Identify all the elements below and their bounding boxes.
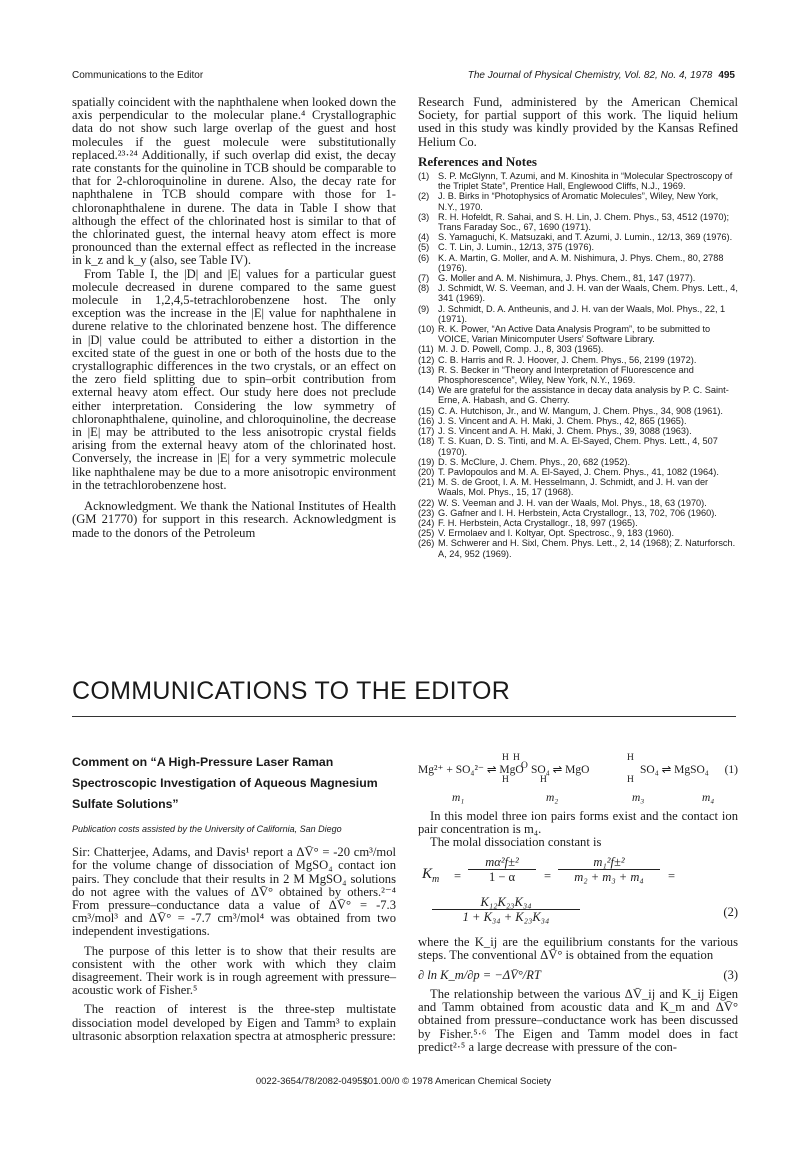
reference-text: G. Moller and A. M. Nishimura, J. Phys. Chem., 81, 147 (1977). — [438, 273, 696, 284]
reference-number: (11) — [418, 344, 434, 355]
reference-item — [418, 242, 738, 252]
reference-item — [418, 436, 738, 456]
reference-item — [418, 324, 738, 344]
reference-item — [418, 406, 738, 416]
reference-number: (4) — [418, 232, 430, 243]
reference-item — [418, 508, 738, 518]
reference-number: (20) — [418, 466, 435, 477]
reference-number: (14) — [418, 385, 435, 396]
reference-item — [418, 355, 738, 365]
reference-text: J. S. Vincent and A. H. Maki, J. Chem. Phys., 39, 3088 (1963). — [438, 426, 692, 437]
h-label: H — [540, 775, 547, 785]
paragraph: where the K_ij are the equilibrium constants for the various steps. The conventional ΔV̄° is obtained from the equation — [418, 934, 738, 962]
species-label: m₃ — [632, 792, 645, 804]
reference-item — [418, 253, 738, 273]
running-header-left: Communications to the Editor — [72, 70, 204, 81]
comment-left-column — [72, 752, 396, 1043]
eq1-lhs: Mg²⁺ + SO₄²⁻ ⇌ MgO — [418, 764, 524, 776]
eq1-mid2: SO₄ ⇌ MgSO₄ — [640, 764, 709, 776]
reference-text: C. A. Hutchison, Jr., and W. Mangum, J. Chem. Phys., 34, 908 (1961). — [438, 405, 723, 416]
reference-text: S. Yamaguchi, K. Matsuzaki, and T. Azumi, J. Lumin., 12/13, 369 (1976). — [438, 232, 733, 243]
reference-text: F. H. Herbstein, Acta Crystallogr., 18, 997 (1965). — [438, 517, 638, 528]
reference-number: (5) — [418, 242, 430, 253]
reference-item — [418, 467, 738, 477]
reference-item — [418, 518, 738, 528]
section-title: COMMUNICATIONS TO THE EDITOR — [72, 677, 511, 705]
reference-text: J. B. Birks in “Photophysics of Aromatic Molecules”, Wiley, New York, N.Y., 1970. — [438, 191, 719, 212]
reference-text: W. S. Veeman and J. H. van der Waals, Mol. Phys., 18, 63 (1970). — [438, 497, 707, 508]
journal-citation: The Journal of Physical Chemistry, Vol. 82, No. 4, 1978 — [467, 70, 713, 81]
comment-right-column — [418, 752, 738, 1054]
paragraph: The molal dissociation constant is — [430, 835, 602, 850]
fraction-1: mα²f±² 1 − α — [468, 856, 536, 884]
reference-text: D. S. McClure, J. Chem. Phys., 20, 682 (1952). — [438, 456, 630, 467]
reference-item — [418, 191, 738, 211]
reference-number: (26) — [418, 538, 435, 549]
reference-item — [418, 457, 738, 467]
reference-number: (19) — [418, 456, 435, 467]
publication-note: Publication costs assisted by the University of California, San Diego — [72, 824, 342, 834]
reference-item — [418, 344, 738, 354]
reference-item — [418, 283, 738, 303]
reference-text: J. S. Vincent and A. H. Maki, J. Chem. Phys., 42, 865 (1965). — [438, 415, 687, 426]
reference-number: (6) — [418, 252, 430, 263]
reference-item — [418, 538, 738, 558]
reference-item — [418, 273, 738, 283]
reference-number: (23) — [418, 507, 435, 518]
paragraph: spatially coincident with the naphthalene when looked down the axis perpendicular to the molecular plane.⁴ Crystallographic data do not show such large overlap of the guest and host molecules if the guest molecule were substitutionally replaced.²³·²⁴ Additionally, if such overlap did exist, the decay rate constants for the quinoline in TCB should be comparable to that for 2-chloroquinoline in durene. Also, the decay rate for naphthalene in TCB should compare with those for 1-chloronaphthalene in durene. The data in Table I show that although the effect of the chlorinated host is similar to that of the chlorinated guest, the internal heavy atom effect is more pronounced than the external effect as reflected in the increase in k_z and k_y (also, see Table IV). — [72, 95, 396, 268]
acknowledgment-paragraph: Acknowledgment. We thank the National Institutes of Health (GM 21770) for support in this research. Acknowledgment is made to the donors of the Petroleum — [72, 499, 396, 540]
reference-text: J. Schmidt, D. A. Antheunis, and J. H. van der Waals, Mol. Phys., 22, 1 (1971). — [438, 303, 726, 324]
reference-item — [418, 304, 738, 324]
running-header-right — [468, 70, 735, 81]
paragraph: The reaction of interest is the three-step multistate dissociation model developed by Eigen and Tamm³ to explain ultrasonic absorption relaxation spectra at atmospheric pressure: — [72, 1002, 396, 1043]
reference-number: (25) — [418, 528, 435, 539]
reference-item — [418, 232, 738, 242]
reference-number: (1) — [418, 171, 430, 182]
reference-text: V. Ermolaev and I. Koltyar, Opt. Spectrosc., 9, 183 (1960). — [438, 528, 675, 539]
references-list — [418, 171, 738, 559]
equation-2: $K_m$ = mα²f±² 1 − α = m₁²f±² m₂ + m₃ + m₄ = K₁₂K₂₃K₃₄ 1 + K₃₄ + K₂₃K₃₄ (2) — [422, 854, 738, 924]
h-label: H — [502, 775, 509, 785]
reference-number: (17) — [418, 426, 435, 437]
reference-item — [418, 477, 738, 497]
eq1-mid1: SO₄ ⇌ MgO — [531, 764, 590, 776]
right-column-top — [418, 96, 738, 559]
reference-text: C. T. Lin, J. Lumin., 12/13, 375 (1976). — [438, 242, 595, 253]
reference-text: R. H. Hofeldt, R. Sahai, and S. H. Lin, J. Chem. Phys., 53, 4512 (1970); Trans Faraday Soc., 67, 1690 (1971). — [438, 211, 730, 233]
reference-text: R. S. Becker in “Theory and Interpretation of Fluorescence and Phosphorescence”, Wiley, New York, N.Y., 1969. — [438, 364, 694, 386]
species-label: m₁ — [452, 792, 465, 804]
equation-number: (1) — [724, 764, 738, 776]
reference-text: We are grateful for the assistance in decay data analysis by P. C. Saint-Erne, A. Habash, and G. Cherry. — [438, 385, 729, 406]
equation-1 — [418, 752, 738, 810]
reference-number: (24) — [418, 517, 435, 528]
equation-number: (2) — [723, 904, 738, 919]
fraction-2: m₁²f±² m₂ + m₃ + m₄ — [558, 856, 660, 884]
reference-number: (18) — [418, 436, 435, 447]
reference-text: C. B. Harris and R. J. Hoover, J. Chem. Phys., 56, 2199 (1972). — [438, 354, 697, 365]
reference-text: R. K. Power, “An Active Data Analysis Program”, to be submitted to VOICE, Varian Minicomputer Users’ Software Library. — [438, 324, 711, 345]
reference-item — [418, 426, 738, 436]
reference-number: (16) — [418, 415, 435, 426]
reference-number: (9) — [418, 303, 430, 314]
reference-item — [418, 385, 738, 405]
km-symbol: $K_m$ — [422, 865, 440, 885]
references-heading: References and Notes — [418, 153, 537, 169]
comment-title: Comment on “A High-Pressure Laser Raman Spectroscopic Investigation of Aqueous Magnesium Sulfate Solutions” — [72, 755, 378, 811]
paragraph: Research Fund, administered by the American Chemical Society, for partial support of this work. The liquid helium used in this study was kindly provided by the Kansas Refined Helium Co. — [418, 95, 738, 149]
reference-number: (12) — [418, 354, 435, 365]
reference-text: G. Gafner and I. H. Herbstein, Acta Crystallogr., 13, 702, 706 (1960). — [438, 507, 717, 518]
reference-number: (22) — [418, 497, 435, 508]
reference-number: (8) — [418, 283, 430, 294]
reference-number: (10) — [418, 324, 435, 335]
paragraph: The purpose of this letter is to show that their results are consistent with the other work with which they claim disagreement. Their work is in rough agreement with pressure–acoustic work of Fisher.⁵ — [72, 943, 396, 998]
reference-text: J. Schmidt, W. S. Veeman, and J. H. van der Waals, Chem. Phys. Lett., 4, 341 (1969). — [438, 283, 738, 304]
reference-text: K. A. Martin, G. Moller, and A. M. Nishimura, J. Phys. Chem., 80, 2788 (1976). — [438, 252, 724, 273]
reference-item — [418, 416, 738, 426]
reference-text: M. Schwerer and H. Sixl, Chem. Phys. Lett., 2, 14 (1968); Z. Naturforsch. A, 24, 952 (1969). — [438, 538, 736, 559]
reference-text: T. S. Kuan, D. S. Tinti, and M. A. El-Sayed, Chem. Phys. Lett., 4, 507 (1970). — [438, 436, 718, 457]
reference-text: M. J. D. Powell, Comp. J., 8, 303 (1965). — [438, 344, 604, 355]
copyright-footer: 0022-3654/78/2082-0495$01.00/0 © 1978 American Chemical Society — [255, 1076, 552, 1087]
reference-number: (7) — [418, 273, 430, 284]
species-label: m₂ — [546, 792, 559, 804]
paragraph: Sir: Chatterjee, Adams, and Davis¹ report a ΔV̄° = -20 cm³/mol for the volume change of dissociation of MgSO₄ contact ion pairs. They conclude that their results in 2 M MgSO₄ solutions do not agree with the values of ΔV̄° obtained by others.²⁻⁴ From pressure–conductance data a value of ΔV̄° = -7.3 cm³/mol³ and ΔV̄° = -7.7 cm³/mol⁴ was obtained from two independent investigations. — [72, 845, 396, 939]
reference-number: (3) — [418, 211, 430, 222]
reference-item — [418, 498, 738, 508]
reference-text: S. P. McGlynn, T. Azumi, and M. Kinoshita in “Molecular Spectroscopy of the Triplet State”, Prentice Hall, Englewood Cliffs, N.J., 1969. — [438, 171, 733, 192]
h-label: H — [627, 753, 634, 763]
reference-item — [418, 365, 738, 385]
paragraph: From Table I, the |D| and |E| values for a particular guest molecule decreased in durene compared to the same guest molecule in 1,2,4,5-tetrachlorobenzene host. The only exception was the increase in the |E| value for naphthalene in durene relative to the chlorinated benzene host. The difference in |D| value could be attributed to either a distortion in the excited state of the guest in one or both of the hosts due to the crystallographic differences in the two crystals, or an effect on the zero field splitting due to spin–orbit contribution from external heavy atom effect. Our study here does not preclude either interpretation. Considering the low symmetry of chloronaphthalene, quinoline, and chloroquinoline, the decrease in |E| may be attributed to the less anisotropic crystal fields arising from the external heavy atom of the chlorinated host. Conversely, the increase in |E| for a very symmetric molecule like naphthalene may be due to a more anisotropic environment in the tetrachlorobenzene host. — [72, 266, 396, 492]
fraction-3: K₁₂K₂₃K₃₄ 1 + K₃₄ + K₂₃K₃₄ — [432, 896, 580, 924]
paragraph: In this model three ion pairs forms exist and the contact ion pair concentration is m₄. — [418, 809, 738, 837]
h-label: H — [513, 753, 520, 763]
reference-number: (21) — [418, 477, 435, 488]
left-column-top — [72, 96, 396, 540]
reference-item — [418, 212, 738, 232]
equation-3: ∂ ln K_m/∂p = −ΔV̄°/RT (3) — [418, 968, 738, 983]
h-label: H — [627, 775, 634, 785]
species-label: m₄ — [702, 792, 715, 804]
reference-number: (13) — [418, 364, 435, 375]
o-label: O — [521, 761, 528, 771]
paragraph: The relationship between the various ΔV̄_ij and K_ij Eigen and Tamm obtained from acoustic data and K_m and ΔV̄° obtained from pressure–conductance work has been discussed by Fisher.⁵·⁶ The Eigen and Tamm model does in fact predict²·⁵ a large decrease with pressure of the con- — [418, 987, 738, 1054]
h-label: H — [502, 753, 509, 763]
reference-text: T. Pavlopoulos and M. A. El-Sayed, J. Chem. Phys., 41, 1082 (1964). — [438, 466, 719, 477]
equation-number: (3) — [723, 968, 738, 983]
reference-item — [418, 171, 738, 191]
reference-text: M. S. de Groot, I. A. M. Hesselmann, J. Schmidt, and J. H. van der Waals, Mol. Phys., 15, 17 (1968). — [438, 477, 709, 498]
page-number: 495 — [718, 70, 735, 81]
reference-number: (2) — [418, 191, 430, 202]
reference-item — [418, 528, 738, 538]
section-rule — [72, 716, 736, 717]
reference-number: (15) — [418, 405, 435, 416]
